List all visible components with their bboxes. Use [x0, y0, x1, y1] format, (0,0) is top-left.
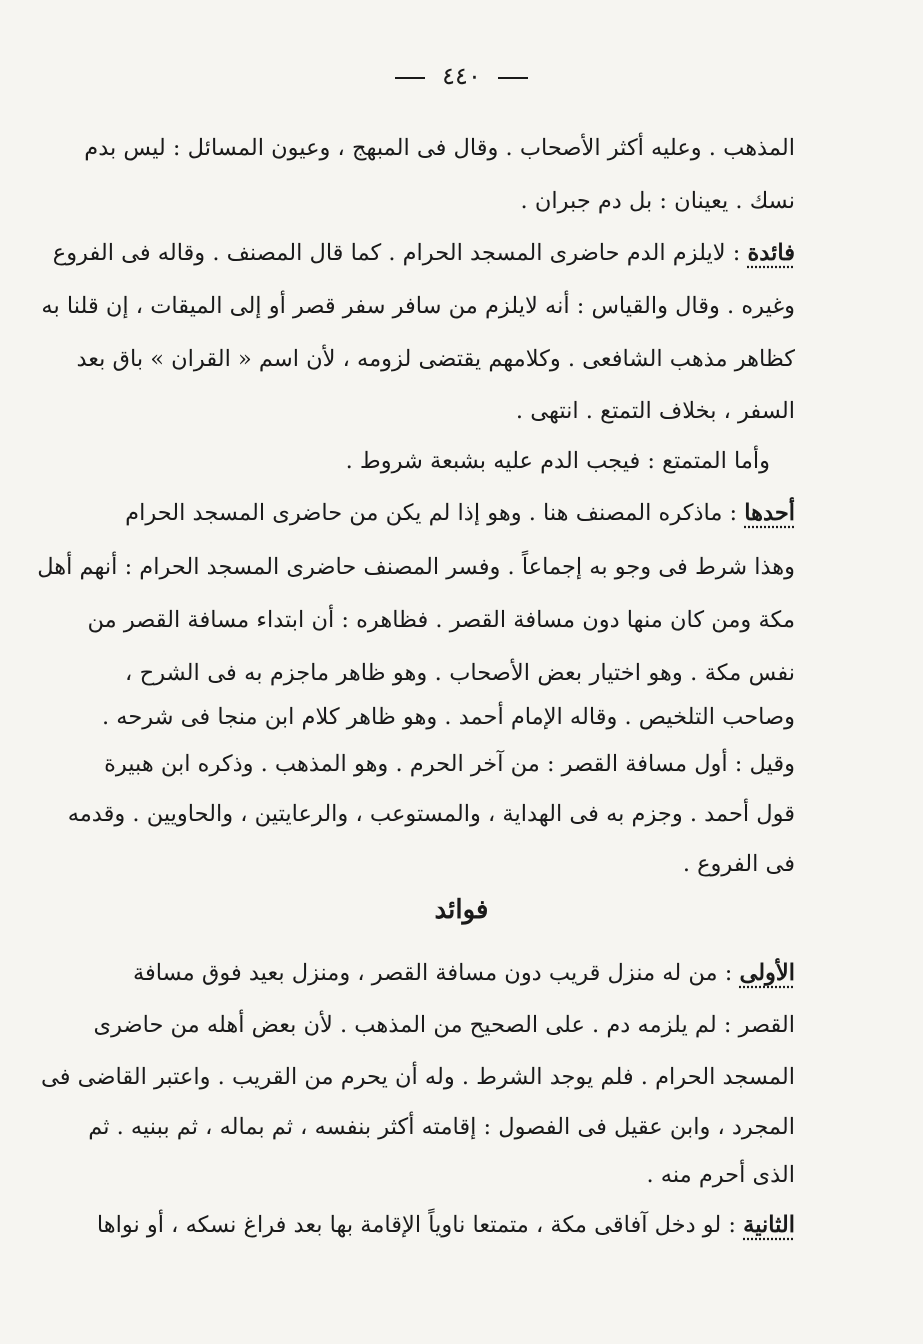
- text-line-rest: : لو دخل آفاقى مكة ، متمتعا ناوياً الإقامة بها بعد فراغ نسكه ، أو نواها: [96, 1212, 736, 1238]
- text-line: السفر ، بخلاف التمتع . انتهى .: [515, 398, 795, 424]
- text-line-rest: : ماذكره المصنف هنا . وهو إذا لم يكن من حاضرى المسجد الحرام: [125, 500, 738, 526]
- text-line: وصاحب التلخيص . وقاله الإمام أحمد . وهو ظاهر كلام ابن منجا فى شرحه .: [101, 704, 795, 730]
- page-number: [0, 62, 923, 90]
- text-line: قول أحمد . وجزم به فى الهداية ، والمستوعب ، والرعايتين ، والحاويين . وقدمه: [67, 801, 795, 827]
- left-dash: [395, 77, 425, 79]
- text-line: نفس مكة . وهو اختيار بعض الأصحاب . وهو ظاهر ماجزم به فى الشرح ،: [125, 660, 795, 686]
- text-line: كظاهر مذهب الشافعى . وكلامهم يقتضى لزومه ، لأن اسم « القران » باق بعد: [76, 346, 795, 372]
- paragraph-label: الثانية: [743, 1212, 795, 1238]
- right-dash: [498, 77, 528, 79]
- page-number-text: ٤٤٠: [442, 62, 481, 90]
- text-line: المجرد ، وابن عقيل فى الفصول : إقامته أكثر بنفسه ، ثم بماله ، ثم ببنيه . ثم: [88, 1114, 795, 1140]
- section-heading: فوائد: [434, 895, 489, 925]
- text-line: وهذا شرط فى وجو به إجماعاً . وفسر المصنف حاضرى المسجد الحرام : أنهم أهل: [37, 554, 795, 580]
- text-line: وقيل : أول مسافة القصر : من آخر الحرم . وهو المذهب . وذكره ابن هبيرة: [104, 751, 795, 777]
- paragraph-label: الأولى: [739, 960, 795, 986]
- text-line: نسك . يعينان : بل دم جبران .: [520, 188, 795, 214]
- text-line: فى الفروع .: [682, 851, 795, 877]
- text-line: وغيره . وقال والقياس : أنه لايلزم من سافر سفر قصر أو إلى الميقات ، إن قلنا به: [41, 293, 795, 319]
- text-line: [125, 500, 795, 526]
- text-line-rest: : من له منزل قريب دون مسافة القصر ، ومنزل بعيد فوق مسافة: [132, 960, 733, 986]
- text-line: [96, 1212, 795, 1238]
- text-line: المذهب . وعليه أكثر الأصحاب . وقال فى المبهج ، وعيون المسائل : ليس بدم: [84, 135, 795, 161]
- text-line: القصر : لم يلزمه دم . على الصحيح من المذهب . لأن بعض أهله من حاضرى: [93, 1012, 795, 1038]
- text-line: [132, 960, 795, 986]
- text-line: [52, 240, 795, 266]
- text-line: وأما المتمتع : فيجب الدم عليه بشبعة شروط .: [345, 448, 770, 474]
- paragraph-label: أحدها: [744, 500, 795, 526]
- text-line: المسجد الحرام . فلم يوجد الشرط . وله أن يحرم من القريب . واعتبر القاضى فى: [40, 1064, 795, 1090]
- paragraph-label: فائدة: [747, 240, 795, 266]
- text-line: مكة ومن كان منها دون مسافة القصر . فظاهره : أن ابتداء مسافة القصر من: [87, 607, 795, 633]
- text-line-rest: : لايلزم الدم حاضرى المسجد الحرام . كما قال المصنف . وقاله فى الفروع: [52, 240, 741, 266]
- text-line: الذى أحرم منه .: [646, 1162, 795, 1188]
